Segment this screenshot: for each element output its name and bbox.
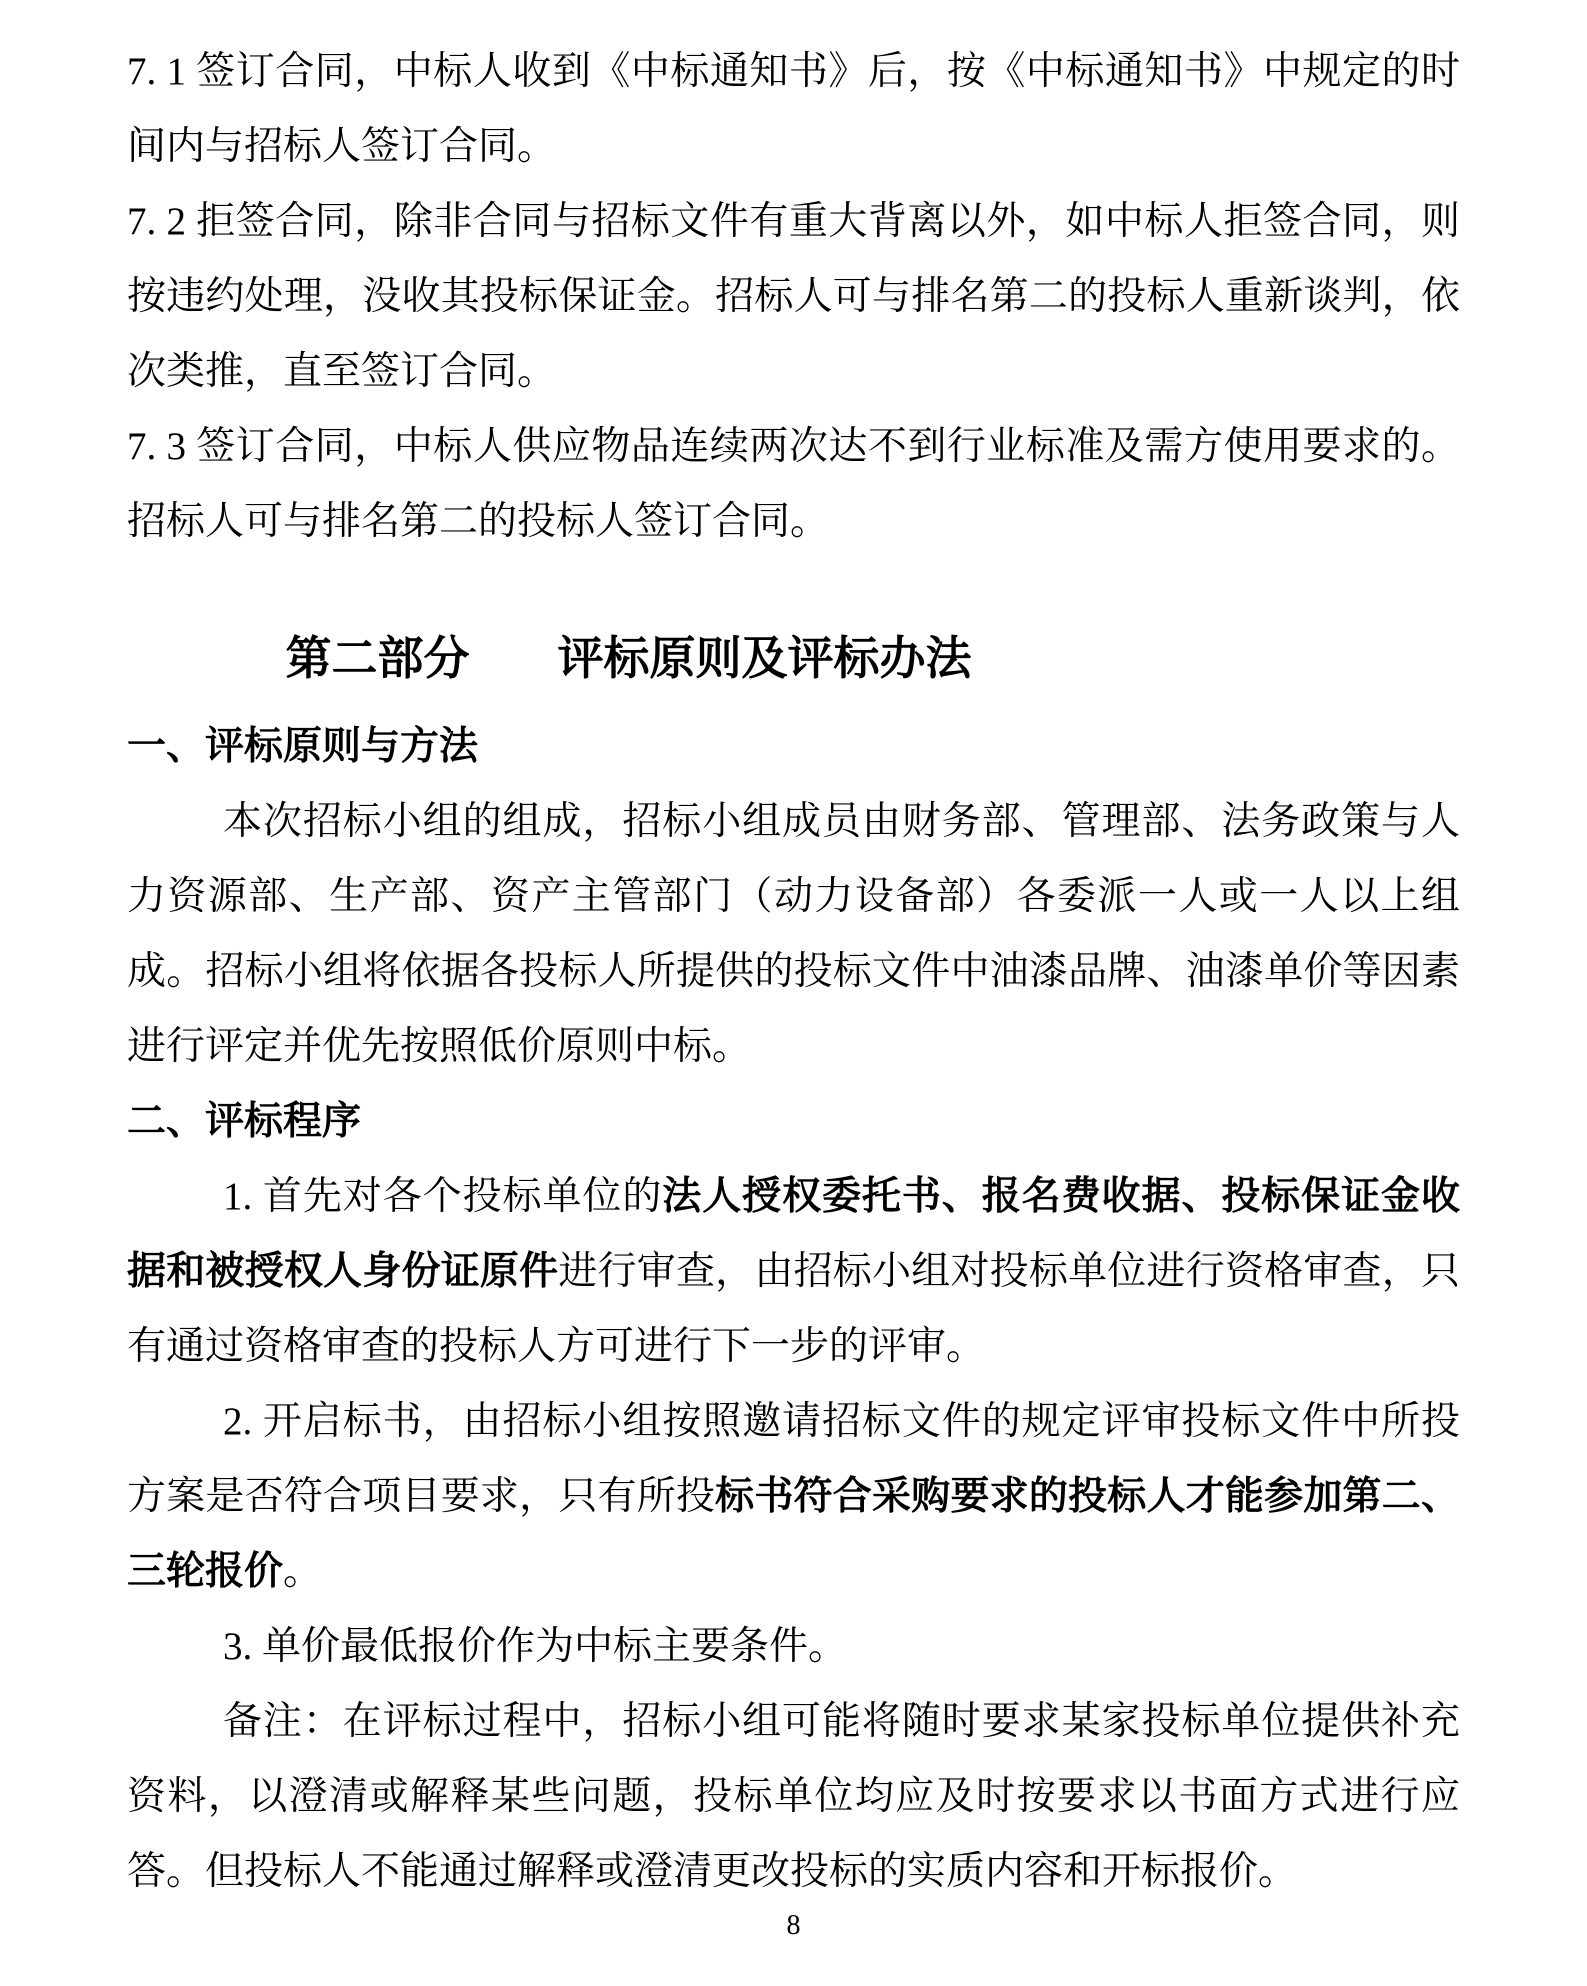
item1-rest-text: 进行审查，由招标小组对投标单位进行资格审查，只有通过资格审查的投标人方可进行下一步的评审。 <box>127 1250 1460 1368</box>
item3-lead-text: 3. 单价最低报价作为中标主要条件。 <box>223 1625 848 1668</box>
section1-paragraph: 本次招标小组的组成，招标小组成员由财务部、管理部、法务政策与人力资源部、生产部、资产主管部门（动力设备部）各委派一人或一人以上组成。招标小组将依据各投标人所提供的投标文件中油漆品牌、油漆单价等因素进行评定并优先按照低价原则中标。 <box>127 800 1460 1068</box>
item2-lead-text: 2. 开启标书，由招标小组按照邀请招标文件的规定评审投标文件中所投方案是否符合项目要求，只有所投 <box>127 1400 1460 1518</box>
item1-bold-text: 法人授权委托书、报名费收据、投标保证金收据和被授权人身份证原件 <box>127 1175 1460 1293</box>
clause-7-1-paragraph: 7. 1 签订合同，中标人收到《中标通知书》后，按《中标通知书》中规定的时间内与招标人签订合同。 <box>127 50 1460 168</box>
section2-item-2 <box>127 1384 1460 1609</box>
section2-item-3 <box>127 1609 1460 1684</box>
item1-lead-text: 1. 首先对各个投标单位的 <box>223 1175 663 1218</box>
section1-heading: 一、评标原则与方法 <box>127 725 479 768</box>
section2-note-paragraph: 备注：在评标过程中，招标小组可能将随时要求某家投标单位提供补充资料，以澄清或解释某些问题，投标单位均应及时按要求以书面方式进行应答。但投标人不能通过解释或澄清更改投标的实质内容和开标报价。 <box>127 1700 1460 1893</box>
part2-label: 第二部分 <box>285 633 470 684</box>
clause-7-3-paragraph: 7. 3 签订合同，中标人供应物品连续两次达不到行业标准及需方使用要求的。招标人可与排名第二的投标人签订合同。 <box>127 425 1460 543</box>
part2-title-text: 评标原则及评标办法 <box>557 633 972 684</box>
part2-heading <box>127 609 1460 709</box>
section2-item-1 <box>127 1159 1460 1384</box>
clause-7-2-paragraph: 7. 2 拒签合同，除非合同与招标文件有重大背离以外，如中标人拒签合同，则按违约处理，没收其投标保证金。招标人可与排名第二的投标人重新谈判，依次类推，直至签订合同。 <box>127 200 1460 393</box>
item2-bold-text: 标书符合采购要求的投标人才能参加第二、三轮报价 <box>127 1475 1460 1593</box>
section2-heading: 二、评标程序 <box>127 1100 362 1143</box>
item2-rest-text: 。 <box>283 1550 323 1593</box>
page-number: 8 <box>786 1910 801 1941</box>
